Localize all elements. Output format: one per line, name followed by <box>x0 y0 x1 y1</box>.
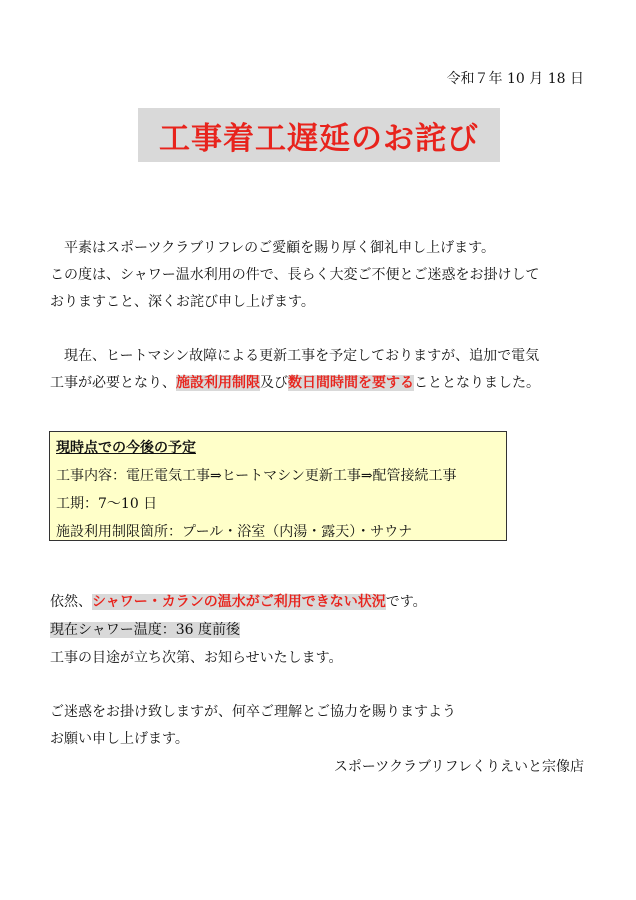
shower-temperature: 現在シャワー温度：36 度前後 <box>50 622 240 638</box>
duration-highlight: 数日間時間を要する <box>288 375 414 391</box>
schedule-restricted-areas: 施設利用制限箇所：プール・浴室（内湯・露天）・サウナ <box>56 524 413 540</box>
schedule-box <box>49 431 507 541</box>
greeting-line-2: この度は、シャワー温水利用の件で、長らく大変ご不便とご迷惑をお掛けして <box>50 267 540 283</box>
facility-restriction-highlight: 施設利用制限 <box>176 375 260 391</box>
schedule-period: 工期：7～10 日 <box>56 496 158 512</box>
hot-water-unavailable-highlight: シャワー・カランの温水がご利用できない状況 <box>92 594 386 610</box>
shower-temperature-line <box>50 620 240 640</box>
closing-line-1: ご迷惑をお掛け致しますが、何卒ご理解とご協力を賜りますよう <box>50 704 456 720</box>
notice-title-banner <box>138 108 500 162</box>
closing-line-2: お願い申し上げます。 <box>50 731 189 747</box>
greeting-line-3: おりますこと、深くお詫び申し上げます。 <box>50 294 315 310</box>
current-status-line <box>50 592 427 612</box>
status-text-b: 及び <box>260 375 288 391</box>
current-text-b: です。 <box>385 594 427 610</box>
status-line-2 <box>50 373 540 393</box>
greeting-line-1: 平素はスポーツクラブリフレのご愛顧を賜り厚く御礼申し上げます。 <box>64 240 496 256</box>
status-text-c: こととなりました。 <box>414 375 540 391</box>
current-text-a: 依然、 <box>50 594 92 610</box>
notice-title: 工事着工遅延のお詫び <box>159 120 479 157</box>
notice-date: 令和７年 10 月 18 日 <box>446 71 584 87</box>
follow-up-notice: 工事の目途が立ち次第、お知らせいたします。 <box>50 650 343 666</box>
schedule-content: 工事内容：電圧電気工事⇒ヒートマシン更新工事⇒配管接続工事 <box>56 468 457 484</box>
store-signature: スポーツクラブリフレくりえいと宗像店 <box>333 759 584 775</box>
schedule-heading: 現時点での今後の予定 <box>56 440 196 456</box>
status-line-1: 現在、ヒートマシン故障による更新工事を予定しておりますが、追加で電気 <box>64 348 540 364</box>
status-text-a: 工事が必要となり、 <box>50 375 176 391</box>
